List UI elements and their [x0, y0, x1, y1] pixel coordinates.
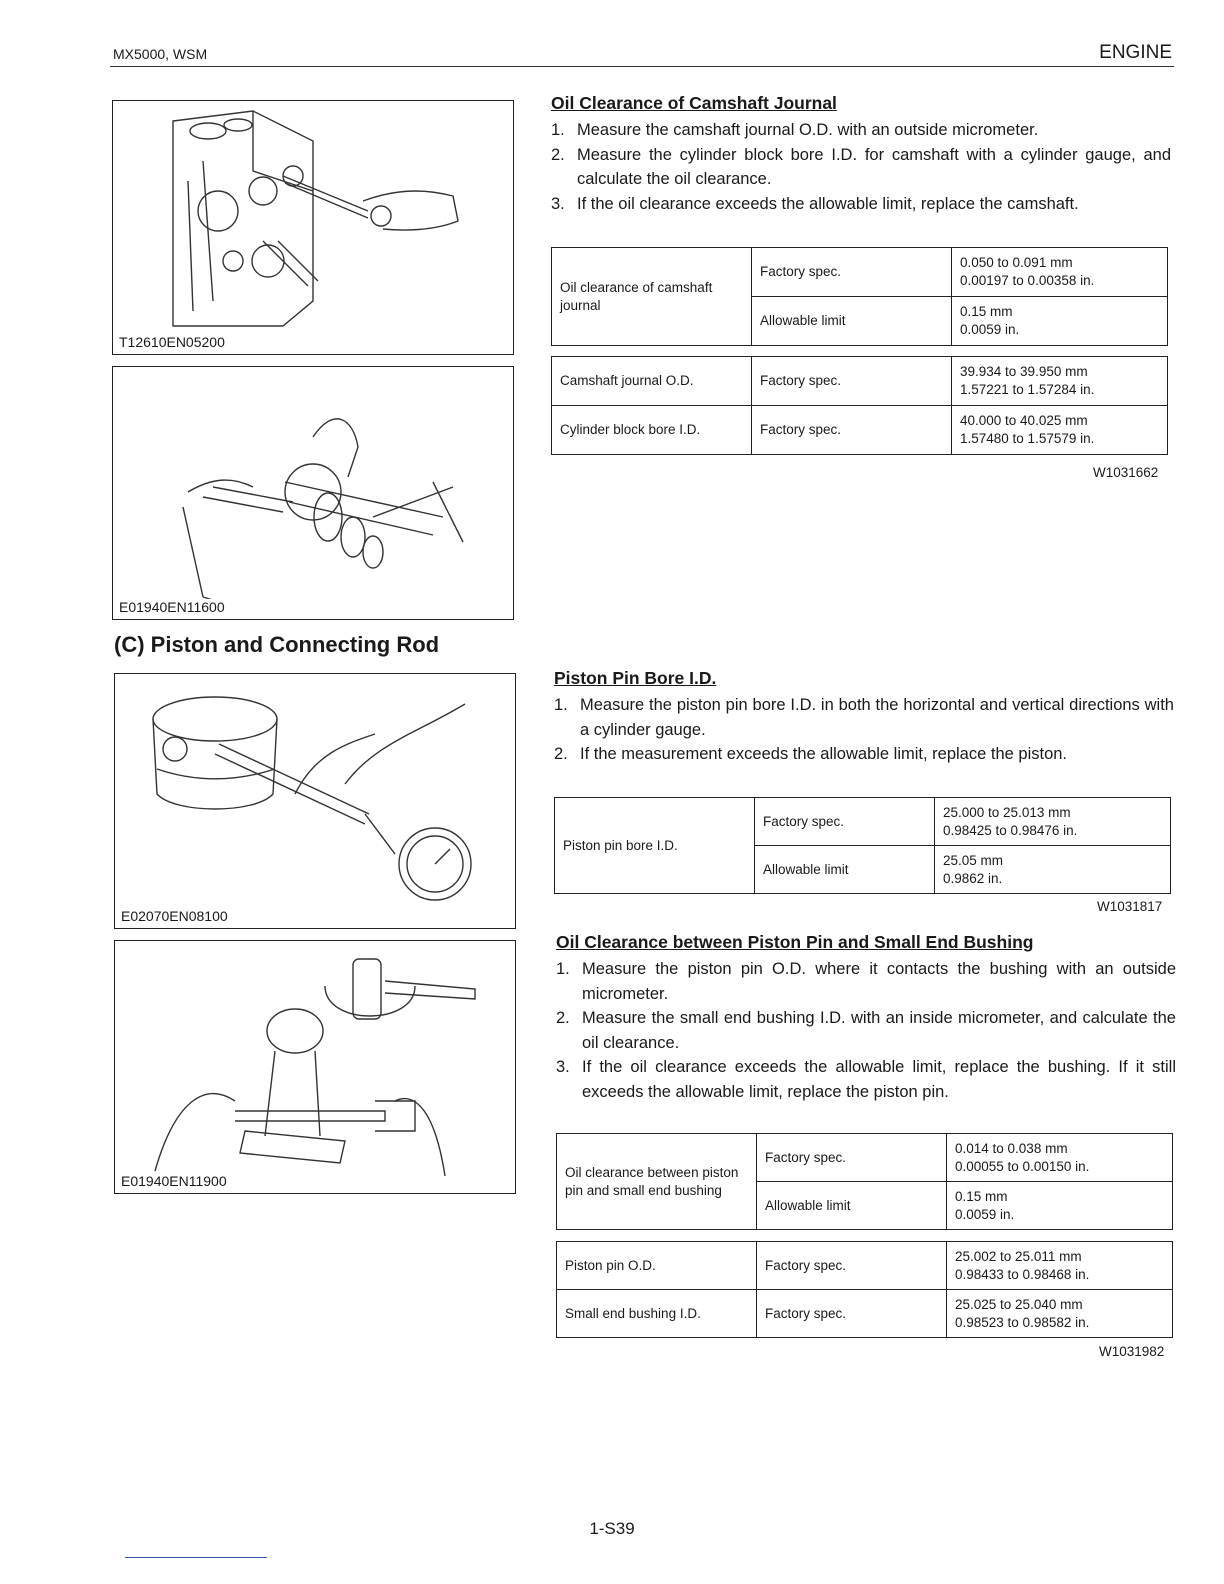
piston-cylinder-gauge-illustration	[115, 674, 515, 928]
figure-piston	[114, 673, 516, 929]
value-cell: 0.15 mm 0.0059 in.	[947, 1182, 1173, 1230]
piston-pin-bore-heading: Piston Pin Bore I.D.	[554, 668, 717, 688]
spec-cell: Allowable limit	[757, 1182, 947, 1230]
item-cell: Cylinder block bore I.D.	[552, 406, 752, 455]
item-cell: Piston pin O.D.	[557, 1242, 757, 1290]
figure-caption: E01940EN11900	[121, 1173, 231, 1189]
cylinder-block-bore-gauge-illustration	[113, 101, 513, 354]
piston-pin-bore-steps	[554, 693, 1174, 767]
camshaft-micrometer-illustration	[113, 367, 513, 619]
spec-cell: Factory spec.	[752, 248, 952, 297]
reference-code: W1031982	[1099, 1344, 1165, 1359]
piston-pin-bushing-dimensions-table	[556, 1241, 1173, 1338]
header-chapter: ENGINE	[1099, 42, 1172, 63]
step: 1. Measure the piston pin O.D. where it contacts the bushing with an outside micrometer.	[556, 960, 1176, 1003]
camshaft-journal-steps	[551, 118, 1171, 216]
value-cell: 25.025 to 25.040 mm 0.98523 to 0.98582 in.	[947, 1290, 1173, 1338]
figure-caption: E01940EN11600	[119, 599, 229, 615]
footer-rule	[125, 1557, 267, 1558]
figure-caption: T12610EN05200	[119, 334, 229, 350]
spec-cell: Factory spec.	[757, 1290, 947, 1338]
spec-cell: Factory spec.	[752, 406, 952, 455]
figure-cylinder-block	[112, 100, 514, 355]
value-cell: 0.15 mm 0.0059 in.	[952, 297, 1168, 346]
value-cell: 0.050 to 0.091 mm 0.00197 to 0.00358 in.	[952, 248, 1168, 297]
spec-cell: Factory spec.	[757, 1242, 947, 1290]
step: 2. Measure the small end bushing I.D. with an inside micrometer, and calculate the oil clearance.	[556, 1009, 1176, 1052]
step: 3. If the oil clearance exceeds the allowable limit, replace the camshaft.	[551, 194, 1079, 213]
value-cell: 40.000 to 40.025 mm 1.57480 to 1.57579 in.	[952, 406, 1168, 455]
spec-cell: Factory spec.	[752, 357, 952, 406]
camshaft-journal-heading: Oil Clearance of Camshaft Journal	[551, 93, 837, 113]
value-cell: 25.002 to 25.011 mm 0.98433 to 0.98468 in.	[947, 1242, 1173, 1290]
value-cell: 0.014 to 0.038 mm 0.00055 to 0.00150 in.	[947, 1134, 1173, 1182]
item-cell: Camshaft journal O.D.	[552, 357, 752, 406]
figure-camshaft	[112, 366, 514, 620]
spec-cell: Factory spec.	[755, 798, 935, 846]
step: 2. If the measurement exceeds the allowable limit, replace the piston.	[554, 745, 1068, 763]
spec-cell: Allowable limit	[752, 297, 952, 346]
figure-connecting-rod	[114, 940, 516, 1194]
header-model: MX5000, WSM	[113, 46, 208, 62]
reference-code: W1031662	[1093, 465, 1159, 480]
piston-pin-bushing-clearance-table	[556, 1133, 1173, 1230]
value-cell: 39.934 to 39.950 mm 1.57221 to 1.57284 in.	[952, 357, 1168, 406]
camshaft-dimensions-table	[551, 356, 1168, 455]
step: 1. Measure the camshaft journal O.D. with an outside micrometer.	[551, 121, 1039, 139]
reference-code: W1031817	[1097, 899, 1163, 914]
item-cell: Oil clearance between piston pin and small end bushing	[557, 1134, 757, 1230]
step: 1. Measure the piston pin bore I.D. in both the horizontal and vertical directions with a cylinder gauge.	[554, 696, 1174, 739]
item-cell: Oil clearance of camshaft journal	[552, 248, 752, 346]
spec-cell: Factory spec.	[757, 1134, 947, 1182]
figure-caption: E02070EN08100	[121, 908, 232, 924]
page-number: 1-S39	[589, 1519, 635, 1538]
value-cell: 25.000 to 25.013 mm 0.98425 to 0.98476 in.	[935, 798, 1171, 846]
spec-cell: Allowable limit	[755, 846, 935, 894]
camshaft-oil-clearance-table	[551, 247, 1168, 346]
item-cell: Piston pin bore I.D.	[555, 798, 755, 894]
piston-pin-bore-table	[554, 797, 1171, 894]
connecting-rod-micrometer-illustration	[115, 941, 515, 1193]
piston-pin-bushing-heading: Oil Clearance between Piston Pin and Small End Bushing	[556, 932, 1034, 952]
step: 3. If the oil clearance exceeds the allowable limit, replace the bushing. If it still exceeds the allowable limit, replace the piston pin.	[556, 1058, 1176, 1101]
section-title: (C) Piston and Connecting Rod	[114, 632, 440, 657]
step: 2. Measure the cylinder block bore I.D. for camshaft with a cylinder gauge, and calculate the oil clearance.	[551, 145, 1171, 188]
value-cell: 25.05 mm 0.9862 in.	[935, 846, 1171, 894]
item-cell: Small end bushing I.D.	[557, 1290, 757, 1338]
piston-pin-bushing-steps	[556, 957, 1176, 1104]
header-rule	[110, 66, 1174, 67]
